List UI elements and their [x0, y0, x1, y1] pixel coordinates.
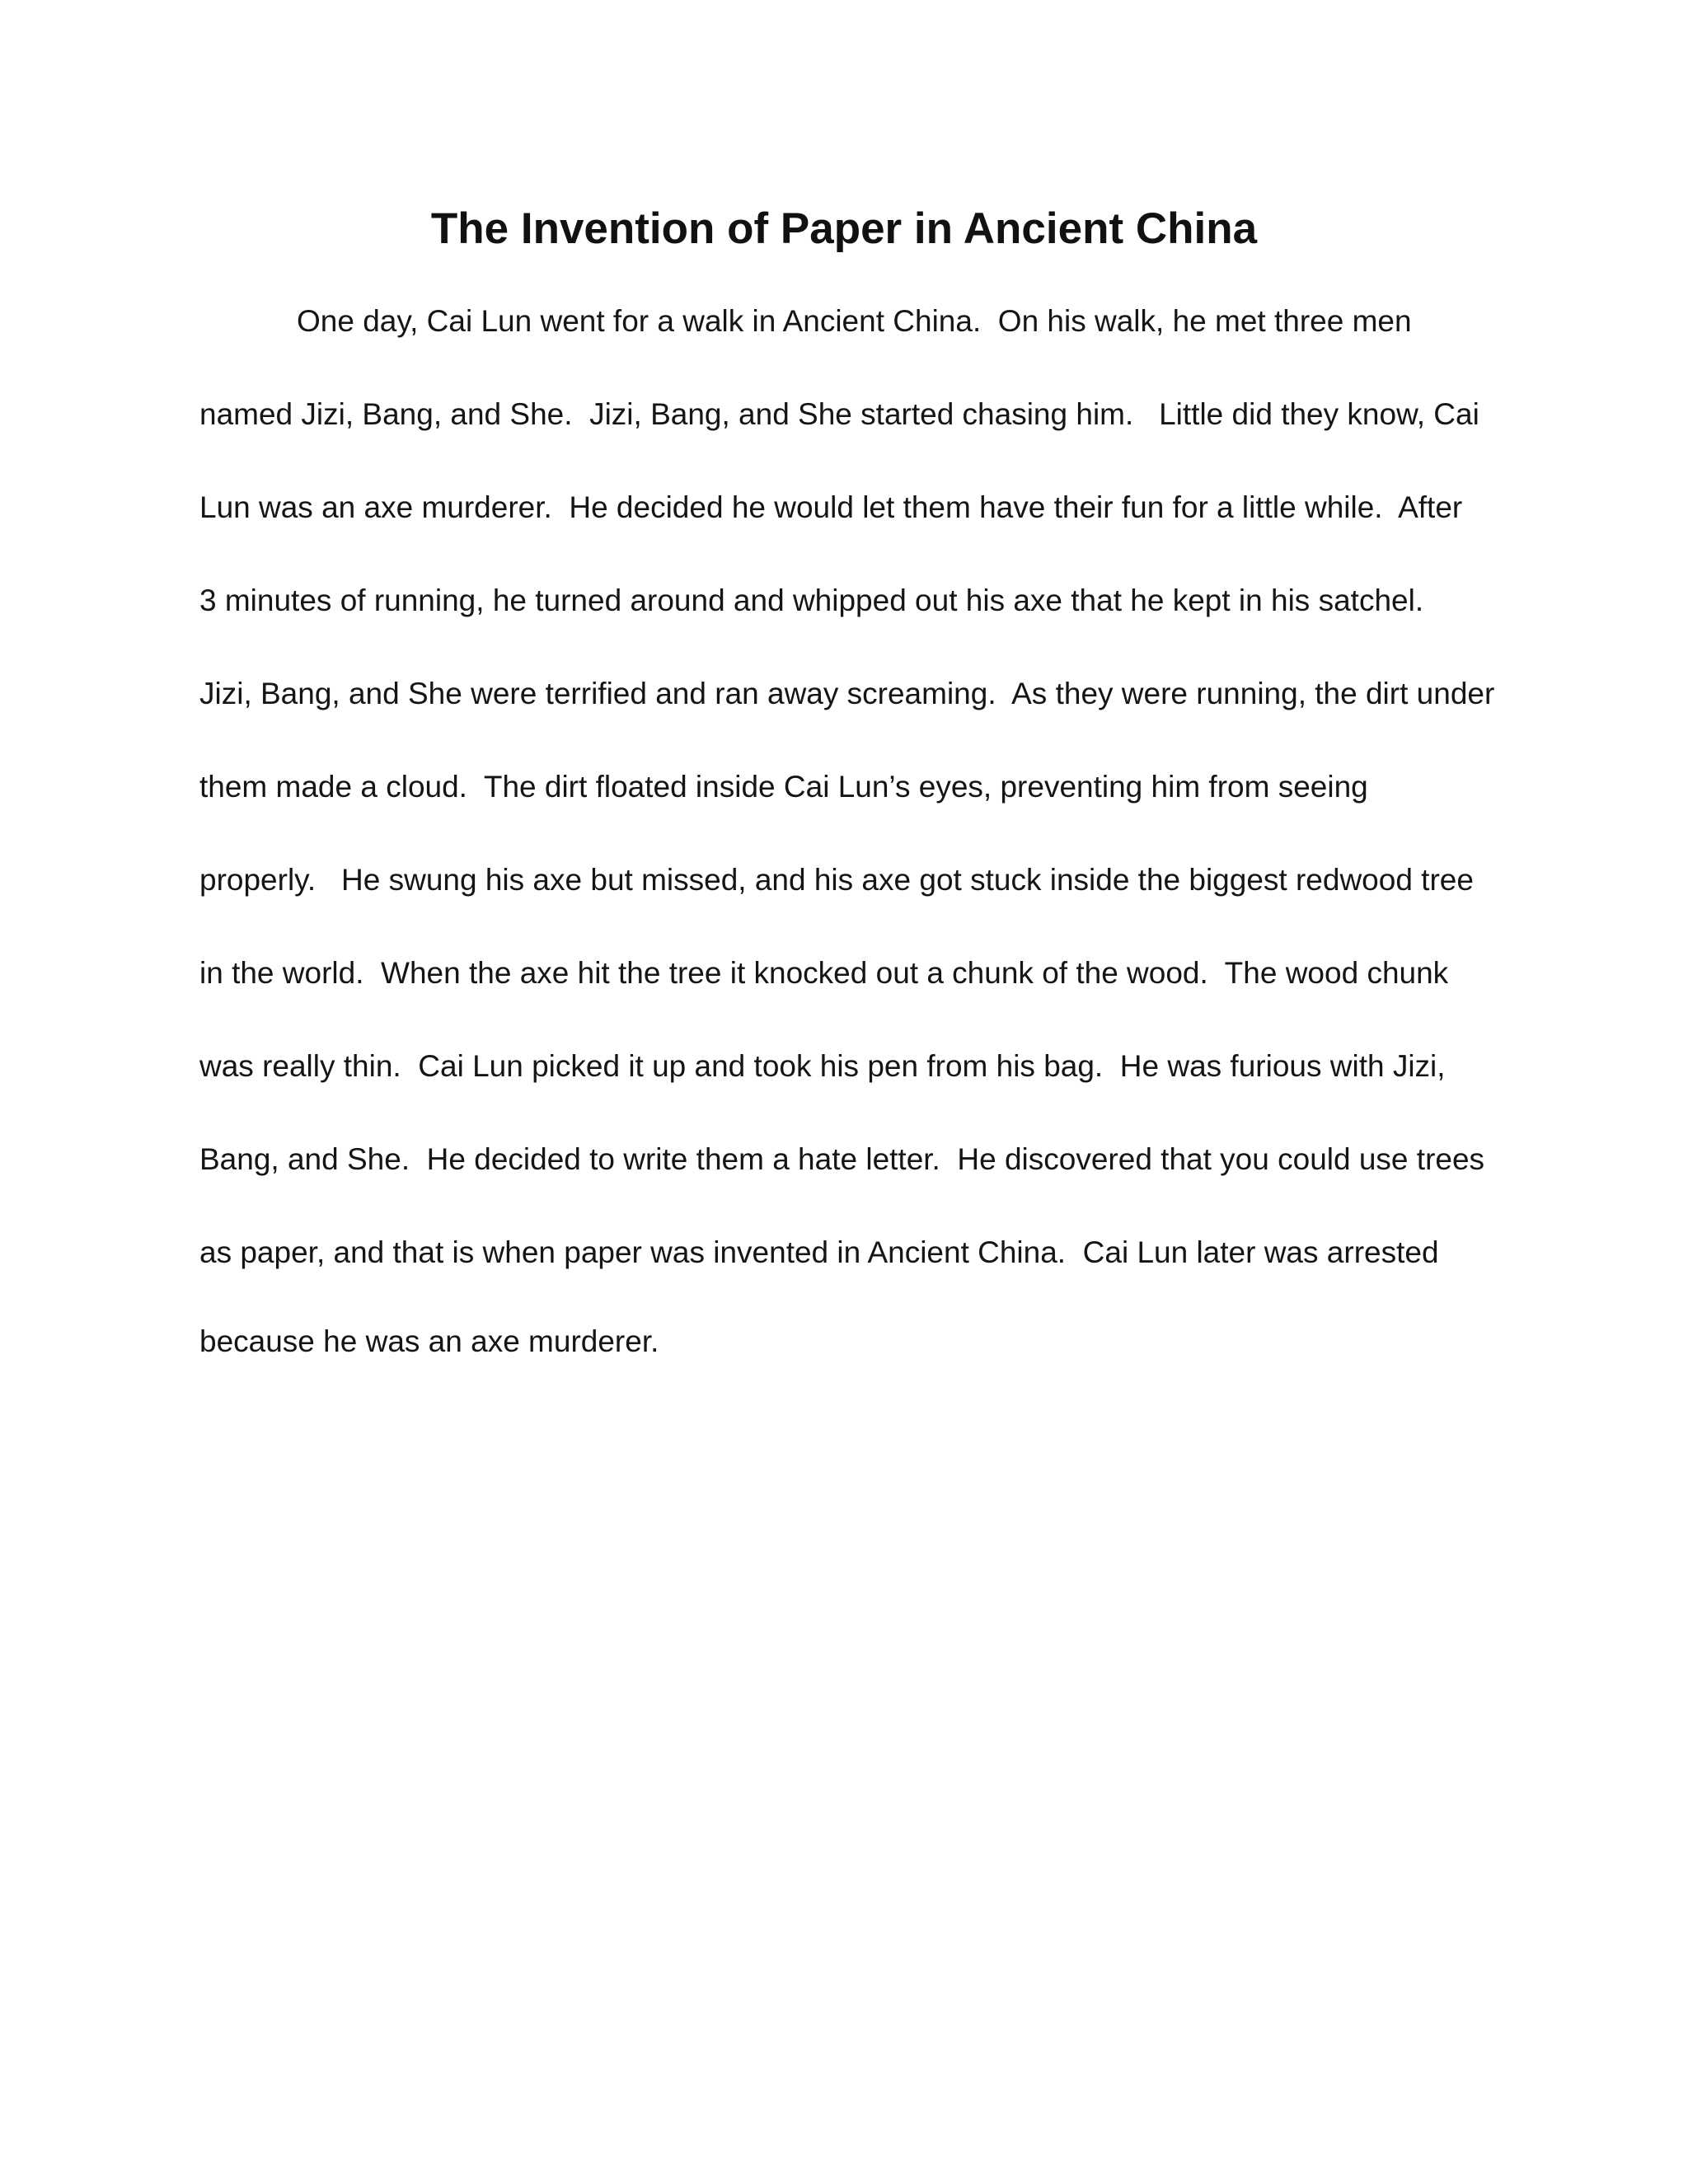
body-line-7: properly. He swung his axe but missed, and his axe got stuck inside the biggest redwood tree [199, 863, 1474, 897]
body-line-6: them made a cloud. The dirt floated inside Cai Lun’s eyes, preventing him from seeing [199, 770, 1368, 804]
body-line-2: named Jizi, Bang, and She. Jizi, Bang, and She started chasing him. Little did they know, Cai [199, 397, 1479, 431]
body-line-12: because he was an axe murderer. [199, 1324, 659, 1358]
body-line-11: as paper, and that is when paper was invented in Ancient China. Cai Lun later was arrested [199, 1235, 1439, 1269]
body-line-5: Jizi, Bang, and She were terrified and ran away screaming. As they were running, the dirt under [199, 677, 1495, 710]
body-line-3: Lun was an axe murderer. He decided he would let them have their fun for a little while. After [199, 490, 1463, 524]
body-line-8: in the world. When the axe hit the tree it knocked out a chunk of the wood. The wood chunk [199, 956, 1449, 990]
body-line-10: Bang, and She. He decided to write them a hate letter. He discovered that you could use trees [199, 1142, 1485, 1176]
body-line-4: 3 minutes of running, he turned around and whipped out his axe that he kept in his satchel. [199, 583, 1424, 617]
document-title: The Invention of Paper in Ancient China [430, 204, 1258, 253]
body-line-1: One day, Cai Lun went for a walk in Ancient China. On his walk, he met three men [297, 304, 1412, 338]
body-line-9: was really thin. Cai Lun picked it up and took his pen from his bag. He was furious with Jizi, [199, 1049, 1446, 1083]
